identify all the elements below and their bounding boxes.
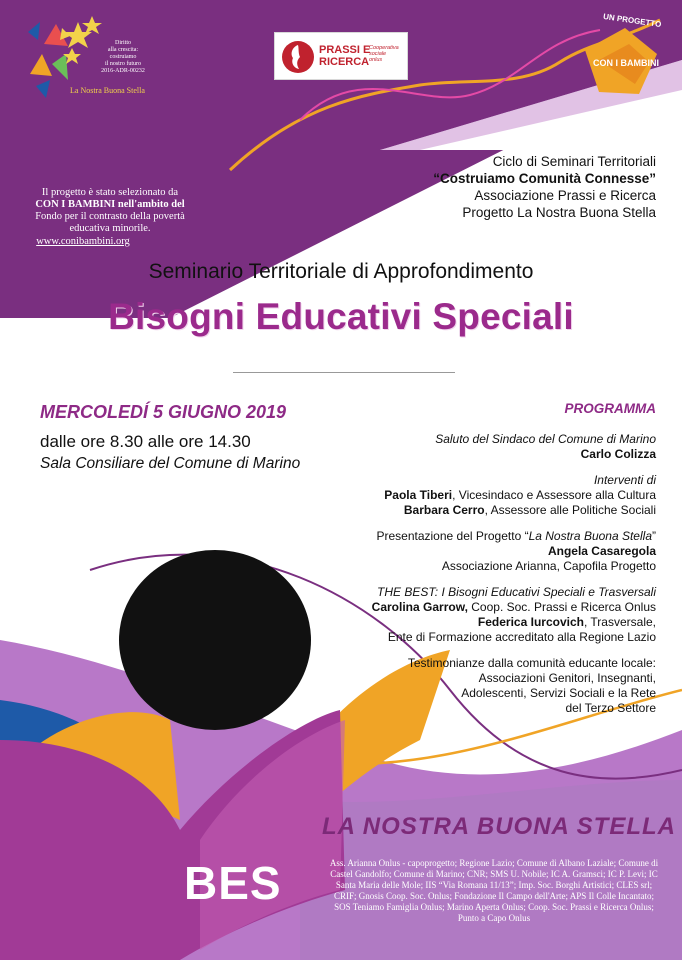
- prassi-subtitle: [369, 45, 399, 63]
- speaker-role: , Assessore alle Politiche Sociali: [484, 503, 656, 517]
- program-line: del Terzo Settore: [565, 701, 656, 715]
- project-note-line: Fondo per il contrasto della povertà: [35, 211, 185, 222]
- conibambini-link[interactable]: www.conibambini.org: [36, 236, 130, 247]
- speaker-name: Carolina Garrow,: [371, 600, 468, 614]
- bes-label: BES: [184, 857, 282, 909]
- seminar-type: Seminario Territoriale di Approfondimento: [148, 260, 534, 283]
- speaker-role: , Vicesindaco e Assessore alla Cultura: [452, 488, 656, 502]
- speaker-role: , Trasversale,: [583, 615, 656, 629]
- prassi-e-ricerca-logo: [274, 32, 408, 80]
- brand-title: LA NOSTRA BUONA STELLA: [322, 813, 676, 840]
- diritto-text: [92, 40, 154, 75]
- speaker-name: Carlo Colizza: [580, 447, 656, 461]
- con-i-bambini-name: CON I BAMBINI: [593, 58, 659, 68]
- program-line: Adolescenti, Servizi Sociali e la Rete: [461, 686, 656, 700]
- program-intro: Saluto del Sindaco del Comune di Marino: [435, 432, 656, 446]
- prassi-sub-line: onlus: [369, 57, 383, 63]
- diritto-line: 2016-ADR-00232: [101, 68, 145, 74]
- prassi-name-line: PRASSI E: [319, 44, 371, 56]
- program-intro-quote: ”: [652, 529, 656, 543]
- prassi-face-icon: [281, 40, 315, 74]
- prassi-sub-line: sociale: [369, 51, 387, 57]
- speaker-role: Associazione Arianna, Capofila Progetto: [441, 559, 656, 573]
- title-divider: [233, 372, 455, 373]
- con-i-bambini-logo: [565, 10, 675, 105]
- diritto-line: costruiamo: [109, 54, 137, 60]
- project-note: [16, 187, 204, 235]
- project-note-line: Il progetto è stato selezionato da: [41, 187, 179, 198]
- event-date: MERCOLEDÍ 5 GIUGNO 2019: [40, 402, 287, 422]
- nostra-buona-stella-logo-text: La Nostra Buona Stella: [70, 86, 145, 95]
- program-block-the-best: [296, 585, 656, 645]
- event-time: dalle ore 8.30 alle ore 14.30: [40, 432, 251, 451]
- project-name: La Nostra Buona Stella: [528, 529, 652, 543]
- con-i-bambini-top-text: UN PROGETTO: [602, 11, 662, 30]
- speaker-role: Coop. Soc. Prassi e Ricerca Onlus: [467, 600, 656, 614]
- program-block-welcome: [296, 432, 656, 462]
- child-head: [119, 550, 311, 730]
- program-intro: THE BEST: I Bisogni Educativi Speciali e Trasversali: [377, 585, 656, 599]
- project-note-line: CON I BAMBINI nell'ambito del: [35, 199, 185, 210]
- event-venue: Sala Consiliare del Comune di Marino: [40, 455, 301, 472]
- program-intro: Interventi di: [593, 473, 656, 487]
- diritto-line: il nostro futuro: [105, 61, 141, 67]
- speaker-name: Paola Tiberi: [384, 488, 453, 502]
- project-line: Progetto La Nostra Buona Stella: [462, 205, 656, 220]
- prassi-name-line: RICERCA: [319, 56, 370, 68]
- speaker-name: Federica Iurcovich: [477, 615, 584, 629]
- program-block-presentation: [296, 529, 656, 574]
- program: [296, 401, 656, 727]
- program-line: Associazioni Genitori, Insegnanti,: [478, 671, 656, 685]
- program-heading: PROGRAMMA: [564, 401, 656, 416]
- program-block-interventions: [296, 473, 656, 518]
- prassi-name: [319, 44, 370, 68]
- organizer-line: Associazione Prassi e Ricerca: [474, 188, 656, 203]
- diritto-line: alla crescita:: [107, 47, 139, 53]
- partners-list: Ass. Arianna Onlus - capoprogetto; Regione Lazio; Comune di Albano Laziale; Comune di Castel Gandolfo; Comune di Marino; CNR; SMS U. Nobile; IC A. Gramsci; IC P. Levi; IC Santa Maria delle Mole; IIS “Via Romana 11/13”; Imp. Soc. Borghi Artistici; CLES srl; CRIF; Gnosis Coop. Soc. Onlus; Fondazione Il Campo dell'Arte; APS Il Colle Incantato; SOS Teniamo Famiglia Onlus; Marino Aperta Onlus; Coop. Soc. Prassi e Ricerca Onlus; Punto a Capo Onlus: [329, 858, 659, 923]
- main-title: Bisogni Educativi Speciali: [108, 296, 574, 337]
- program-block-testimonials: [296, 656, 656, 716]
- program-intro: Presentazione del Progetto “: [376, 529, 529, 543]
- speaker-role: Ente di Formazione accreditato alla Regione Lazio: [387, 630, 656, 644]
- diritto-line: Diritto: [115, 40, 131, 46]
- speaker-name: Angela Casaregola: [547, 544, 656, 558]
- seminar-cycle-line: Ciclo di Seminari Territoriali: [492, 154, 656, 169]
- project-note-line: educativa minorile.: [69, 223, 151, 234]
- speaker-name: Barbara Cerro: [403, 503, 485, 517]
- seminar-cycle-subtitle: “Costruiamo Comunità Connesse”: [433, 171, 656, 186]
- program-intro: Testimonianze dalla comunità educante locale:: [407, 656, 656, 670]
- prassi-sub-line: Cooperativa: [369, 45, 399, 51]
- seminar-cycle-info: [356, 153, 656, 221]
